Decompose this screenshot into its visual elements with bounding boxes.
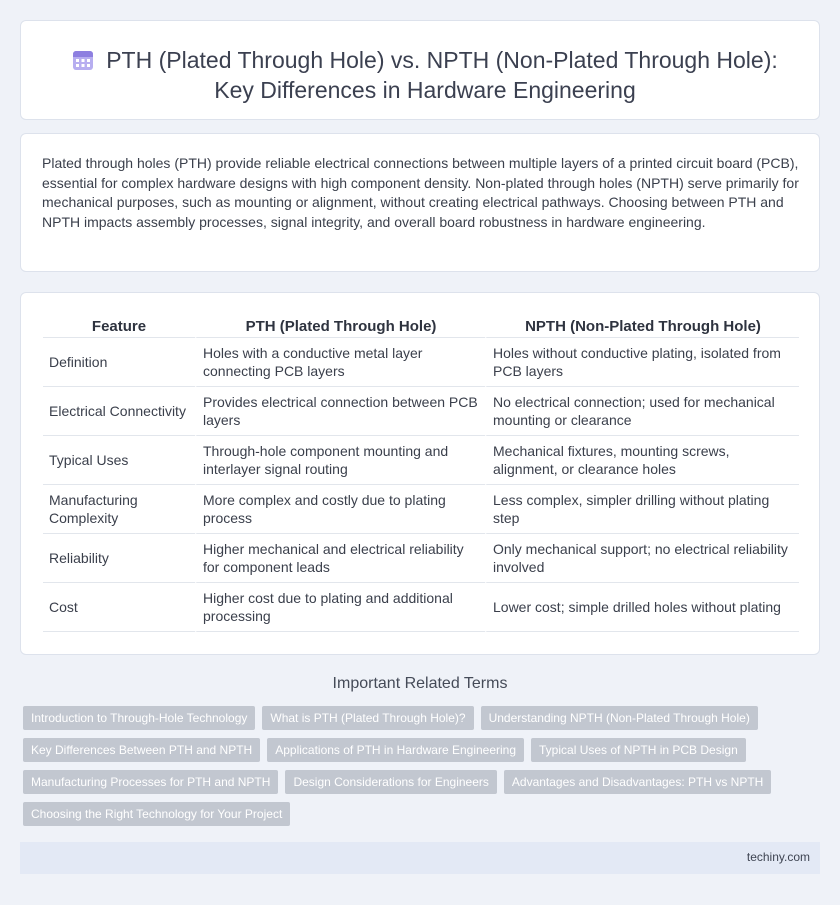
related-term-link[interactable]: Design Considerations for Engineers: [285, 770, 496, 794]
feature-cell: Reliability: [43, 534, 195, 583]
pth-cell: More complex and costly due to plating process: [195, 485, 485, 534]
header-pth: PTH (Plated Through Hole): [195, 315, 485, 338]
intro-paragraph: Plated through holes (PTH) provide reliable electrical connections between multiple layers of a printed circuit board (PCB), essential for complex hardware designs with high component density. Non-plated through holes (NPTH) serve primarily for mechanical purposes, such as mounting or alignment, without creating electrical pathways. Choosing between PTH and NPTH impacts assembly processes, signal integrity, and overall board robustness in hardware engineering.: [42, 155, 799, 231]
related-term-link[interactable]: Key Differences Between PTH and NPTH: [23, 738, 260, 762]
related-term-link[interactable]: Manufacturing Processes for PTH and NPTH: [23, 770, 278, 794]
npth-cell: Less complex, simpler drilling without plating step: [485, 485, 799, 534]
intro-card: [20, 133, 820, 272]
npth-cell: Holes without conductive plating, isolated from PCB layers: [485, 338, 799, 387]
npth-cell: Lower cost; simple drilled holes without plating: [485, 583, 799, 632]
feature-cell: Definition: [43, 338, 195, 387]
header-feature: Feature: [43, 315, 195, 338]
calendar-grid-icon: [72, 49, 94, 71]
related-term-link[interactable]: Introduction to Through-Hole Technology: [23, 706, 255, 730]
table-header-row: [43, 315, 799, 338]
title-text: PTH (Plated Through Hole) vs. NPTH (Non-Plated Through Hole): Key Differences in Hardware Engineering: [106, 47, 778, 103]
comparison-table: [43, 315, 799, 632]
npth-cell: Only mechanical support; no electrical reliability involved: [485, 534, 799, 583]
feature-cell: Typical Uses: [43, 436, 195, 485]
footer-site-name: techiny.com: [746, 850, 810, 864]
header-npth: NPTH (Non-Plated Through Hole): [485, 315, 799, 338]
page-title: [61, 45, 789, 105]
feature-cell: Manufacturing Complexity: [43, 485, 195, 534]
footer-bar: [20, 842, 820, 874]
related-term-link[interactable]: Applications of PTH in Hardware Engineering: [267, 738, 524, 762]
table-row: [43, 583, 799, 632]
related-term-link[interactable]: Advantages and Disadvantages: PTH vs NPTH: [504, 770, 771, 794]
npth-cell: Mechanical fixtures, mounting screws, alignment, or clearance holes: [485, 436, 799, 485]
related-term-link[interactable]: Choosing the Right Technology for Your Project: [23, 802, 290, 826]
related-term-link[interactable]: Typical Uses of NPTH in PCB Design: [531, 738, 746, 762]
title-card: [20, 20, 820, 120]
pth-cell: Higher cost due to plating and additional processing: [195, 583, 485, 632]
feature-cell: Cost: [43, 583, 195, 632]
table-row: [43, 387, 799, 436]
table-row: [43, 534, 799, 583]
pth-cell: Holes with a conductive metal layer connecting PCB layers: [195, 338, 485, 387]
comparison-card: [20, 292, 820, 655]
table-row: [43, 485, 799, 534]
related-term-link[interactable]: Understanding NPTH (Non-Plated Through Hole): [481, 706, 758, 730]
feature-cell: Electrical Connectivity: [43, 387, 195, 436]
table-row: [43, 436, 799, 485]
related-terms-list: [23, 706, 813, 826]
table-row: [43, 338, 799, 387]
pth-cell: Provides electrical connection between PCB layers: [195, 387, 485, 436]
pth-cell: Higher mechanical and electrical reliability for component leads: [195, 534, 485, 583]
npth-cell: No electrical connection; used for mechanical mounting or clearance: [485, 387, 799, 436]
related-term-link[interactable]: What is PTH (Plated Through Hole)?: [262, 706, 473, 730]
pth-cell: Through-hole component mounting and interlayer signal routing: [195, 436, 485, 485]
related-terms-heading: Important Related Terms: [332, 675, 508, 692]
